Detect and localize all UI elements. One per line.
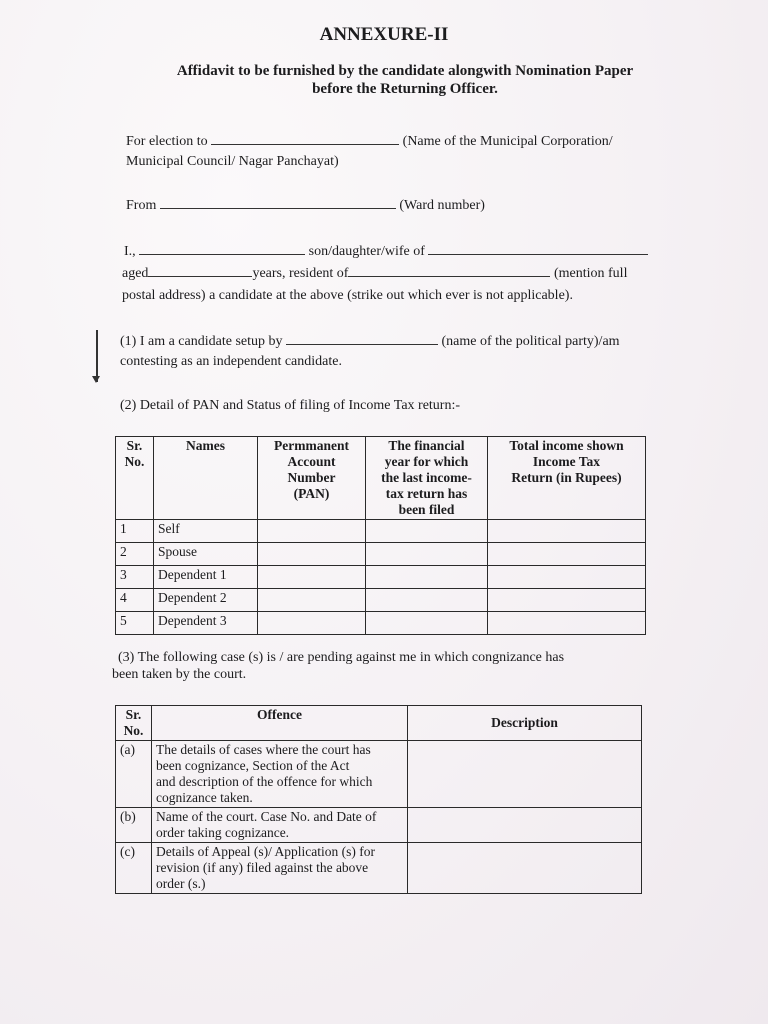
item-1-suffix: (name of the political party)/am <box>441 334 620 349</box>
description-header-text: Description <box>491 715 558 730</box>
age-line <box>122 264 627 282</box>
case-sr-header <box>116 706 152 741</box>
pan-row-number: 2 <box>116 543 154 566</box>
pan-number-cell[interactable] <box>258 612 366 635</box>
financial-year-cell[interactable] <box>366 520 488 543</box>
offence-header-text: Offence <box>257 707 302 722</box>
case-sr-header-line-2: No. <box>123 723 144 738</box>
case-offence-line: and description of the offence for which <box>156 774 373 789</box>
residence-blank[interactable] <box>348 264 550 277</box>
table-row <box>116 543 646 566</box>
description-header <box>408 706 642 741</box>
offence-header <box>152 706 408 741</box>
case-table <box>115 705 642 894</box>
election-prefix: For election to <box>126 134 208 149</box>
pan-number-header-line-2: Account <box>287 454 336 469</box>
pan-sr-header-line-1: Sr. <box>126 438 143 453</box>
pan-row-name: Dependent 2 <box>154 589 258 612</box>
candidate-name-blank[interactable] <box>139 242 305 255</box>
postal-address-line: postal address) a candidate at the above (strike out which ever is not applicable). <box>122 288 573 303</box>
identity-line <box>124 242 648 260</box>
age-blank[interactable] <box>148 264 252 277</box>
case-description-cell[interactable] <box>408 843 642 894</box>
case-offence-line: been cognizance, Section of the Act <box>156 758 350 773</box>
subtitle-line-1: Affidavit to be furnished by the candidate alongwith Nomination Paper <box>176 63 634 79</box>
pan-number-cell[interactable] <box>258 589 366 612</box>
ward-line <box>126 196 485 214</box>
case-offence-line: Details of Appeal (s)/ Application (s) for <box>156 844 375 859</box>
total-income-cell[interactable] <box>488 589 646 612</box>
case-description-cell[interactable] <box>408 808 642 843</box>
subtitle-line-2: before the Returning Officer. <box>312 81 498 97</box>
pan-table <box>115 436 646 635</box>
pan-sr-header-line-2: No. <box>124 454 145 469</box>
total-income-header <box>488 437 646 520</box>
margin-mark-arrow-icon <box>92 376 100 383</box>
pan-table-header-row <box>116 437 646 520</box>
ward-number-blank[interactable] <box>160 196 396 209</box>
case-offence-cell <box>152 808 408 843</box>
item-3-line-1: (3) The following case (s) is / are pending against me in which congnizance has <box>118 650 565 665</box>
pan-number-cell[interactable] <box>258 543 366 566</box>
pan-names-header <box>154 437 258 520</box>
election-line <box>126 132 613 150</box>
affidavit-subtitle <box>150 62 660 98</box>
from-suffix: (Ward number) <box>399 198 485 213</box>
financial-year-header-line-4: tax return has <box>385 486 468 501</box>
table-row <box>116 843 642 894</box>
case-offence-line: Name of the court. Case No. and Date of <box>156 809 377 824</box>
case-offence-line: revision (if any) filed against the above <box>156 860 369 875</box>
total-income-cell[interactable] <box>488 543 646 566</box>
case-row-number: (a) <box>116 741 152 808</box>
pan-row-name: Self <box>154 520 258 543</box>
pan-row-name: Dependent 3 <box>154 612 258 635</box>
total-income-header-line-1: Total income shown <box>509 438 624 453</box>
financial-year-header-line-3: the last income- <box>381 470 472 485</box>
i-prefix: I., <box>124 244 136 259</box>
pan-number-header <box>258 437 366 520</box>
item-1-line <box>120 332 620 350</box>
table-row <box>116 612 646 635</box>
table-row <box>116 566 646 589</box>
case-offence-line: The details of cases where the court has <box>156 742 371 757</box>
case-offence-line: order (s.) <box>156 876 206 891</box>
municipal-body-blank[interactable] <box>211 132 399 145</box>
item-1-prefix: (1) I am a candidate setup by <box>120 334 283 349</box>
relation-name-blank[interactable] <box>428 242 648 255</box>
aged-label: aged <box>122 266 149 281</box>
election-suffix: (Name of the Municipal Corporation/ <box>402 134 613 149</box>
margin-mark <box>96 330 98 382</box>
case-row-number: (c) <box>116 843 152 894</box>
financial-year-header-line-5: been filed <box>398 502 455 517</box>
total-income-header-line-3: Return (in Rupees) <box>511 470 622 485</box>
financial-year-cell[interactable] <box>366 589 488 612</box>
mention-full-label: (mention full <box>553 266 628 281</box>
total-income-cell[interactable] <box>488 566 646 589</box>
case-offence-line: order taking cognizance. <box>156 825 290 840</box>
case-offence-cell <box>152 843 408 894</box>
financial-year-header-line-2: year for which <box>384 454 469 469</box>
pan-row-name: Spouse <box>154 543 258 566</box>
table-row <box>116 520 646 543</box>
election-line-2: Municipal Council/ Nagar Panchayat) <box>126 154 339 169</box>
relation-label: son/daughter/wife of <box>308 244 425 259</box>
pan-row-name: Dependent 1 <box>154 566 258 589</box>
financial-year-cell[interactable] <box>366 612 488 635</box>
total-income-cell[interactable] <box>488 520 646 543</box>
case-offence-line: cognizance taken. <box>156 790 253 805</box>
pan-number-header-line-3: Number <box>287 470 336 485</box>
pan-number-header-line-1: Permmanent <box>274 438 349 453</box>
total-income-cell[interactable] <box>488 612 646 635</box>
pan-row-number: 1 <box>116 520 154 543</box>
pan-row-number: 4 <box>116 589 154 612</box>
case-offence-cell <box>152 741 408 808</box>
item-2-heading: (2) Detail of PAN and Status of filing of Income Tax return:- <box>120 398 461 413</box>
pan-row-number: 3 <box>116 566 154 589</box>
pan-names-header-text: Names <box>186 438 225 453</box>
table-row <box>116 808 642 843</box>
pan-row-number: 5 <box>116 612 154 635</box>
years-resident-label: years, resident of <box>252 266 349 281</box>
annexure-title: ANNEXURE-II <box>319 24 449 45</box>
item-1-line-2: contesting as an independent candidate. <box>120 354 342 369</box>
total-income-header-line-2: Income Tax <box>532 454 601 469</box>
financial-year-header <box>366 437 488 520</box>
item-3-line-2: been taken by the court. <box>112 667 247 682</box>
pan-sr-header <box>116 437 154 520</box>
financial-year-cell[interactable] <box>366 566 488 589</box>
financial-year-header-line-1: The financial <box>388 438 465 453</box>
case-table-header-row <box>116 706 642 741</box>
case-sr-header-line-1: Sr. <box>125 707 142 722</box>
case-row-number: (b) <box>116 808 152 843</box>
financial-year-cell[interactable] <box>366 543 488 566</box>
political-party-blank[interactable] <box>286 332 438 345</box>
pan-number-cell[interactable] <box>258 520 366 543</box>
table-row <box>116 741 642 808</box>
case-description-cell[interactable] <box>408 741 642 808</box>
from-prefix: From <box>126 198 157 213</box>
table-row <box>116 589 646 612</box>
pan-number-cell[interactable] <box>258 566 366 589</box>
pan-number-header-line-4: (PAN) <box>293 486 330 501</box>
